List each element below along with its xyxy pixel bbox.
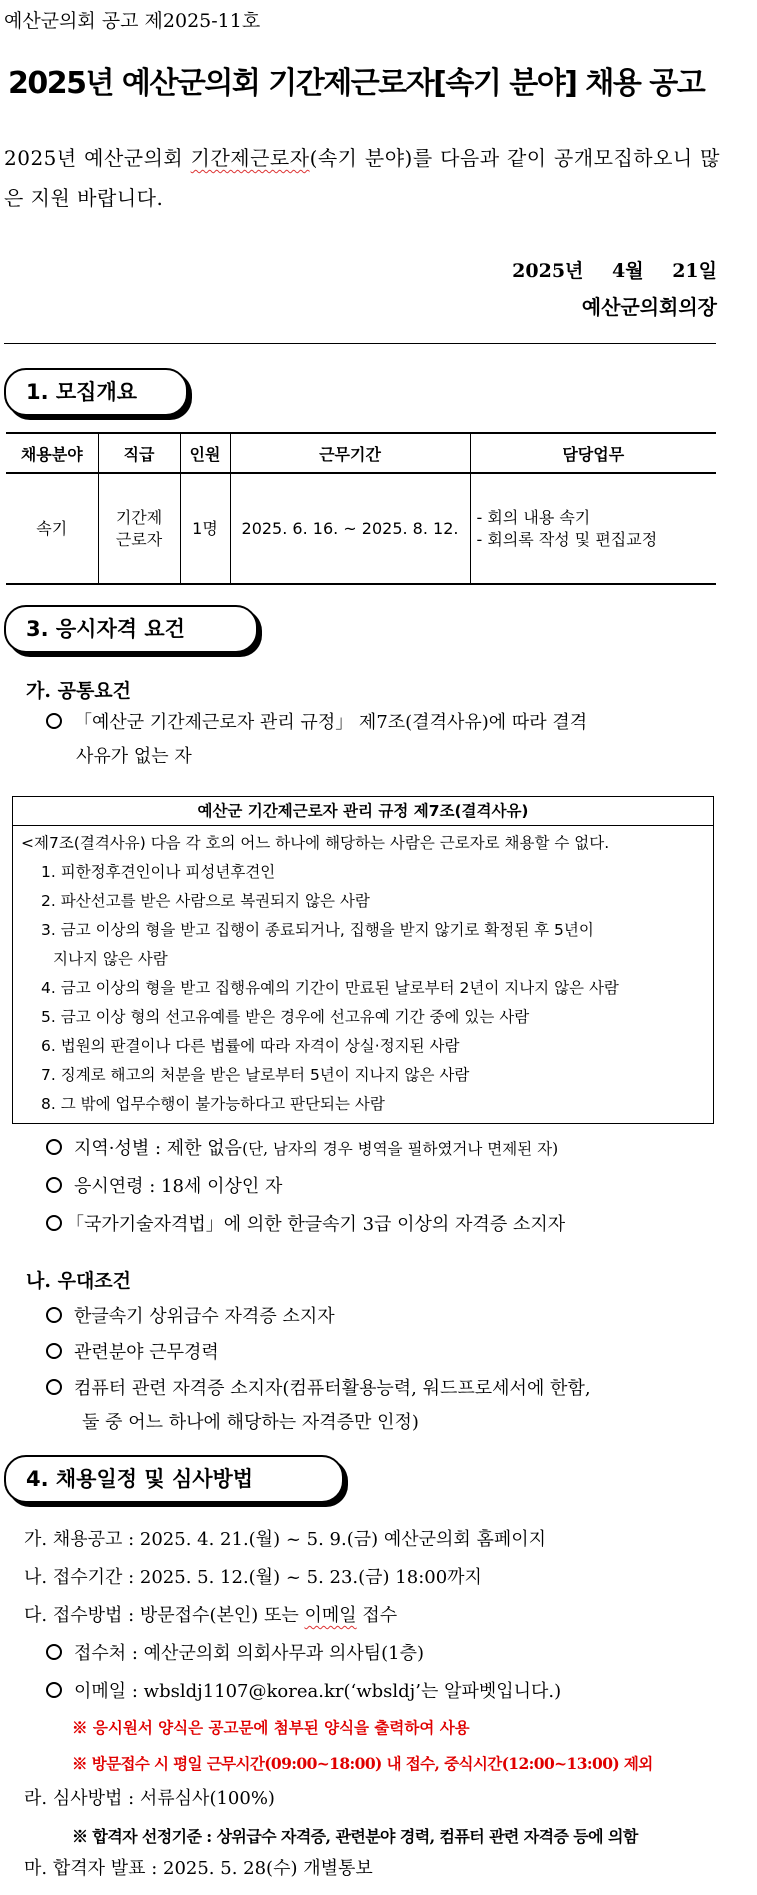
common-heading: 가. 공통요건 — [26, 680, 131, 702]
pref-heading: 나. 우대조건 — [26, 1270, 131, 1292]
region-gender: 지역·성별 : 제한 없음(단, 남자의 경우 병역을 필하였거나 면제된 자) — [46, 1132, 726, 1166]
cell-count: 1명 — [180, 473, 230, 584]
red-note-hours: ※ 방문접수 시 평일 근무시간(09:00~18:00) 내 접수, 중식시간(12:00~13:00) 제외 — [72, 1754, 653, 1773]
list-item: 5. 금고 이상 형의 선고유예를 받은 경우에 선고유예 기간 중에 있는 사람 — [41, 1008, 530, 1026]
receipt-email: 이메일 : wbsldj1107@korea.kr(‘wbsldj’는 알파벳입니다.) — [46, 1675, 561, 1709]
common-item: 「예산군 기간제근로자 관리 규정」 제7조(결격사유)에 따라 결격 사유가 없는 자 — [46, 706, 716, 774]
bullet-icon — [46, 1307, 62, 1323]
col-field: 채용분야 — [6, 433, 98, 473]
bullet-icon — [46, 1644, 62, 1660]
review-method: 라. 심사방법 : 서류심사(100%) — [24, 1788, 275, 1809]
list-item: 2. 파산선고를 받은 사람으로 복권되지 않은 사람 — [41, 892, 370, 910]
pref-item: 관련분야 근무경력 — [46, 1336, 219, 1370]
list-item: 6. 법원의 판결이나 다른 법률에 따라 자격이 상실·정지된 사람 — [41, 1037, 460, 1055]
cell-duty: - 회의 내용 속기 - 회의록 작성 및 편집교정 — [470, 473, 716, 584]
box-intro: <제7조(결격사유) 다음 각 호의 어느 하나에 해당하는 사람은 근로자로 채용할 수 없다. — [21, 834, 610, 852]
age-requirement: 응시연령 : 18세 이상인 자 — [46, 1170, 282, 1204]
col-duty: 담당업무 — [470, 433, 716, 473]
notice-number: 예산군의회 공고 제2025-11호 — [4, 10, 261, 32]
col-period: 근무기간 — [230, 433, 470, 473]
list-item: 8. 그 밖에 업무수행이 불가능하다고 판단되는 사람 — [41, 1095, 385, 1113]
intro-paragraph: 2025년 예산군의회 기간제근로자(속기 분야)를 다음과 같이 공개모집하오니 많은 지원 바랍니다. — [4, 146, 720, 210]
section3-title: 3. 응시자격 요건 — [4, 605, 258, 653]
bullet-icon — [46, 1682, 62, 1698]
divider — [4, 343, 716, 344]
box-title: 예산군 기간제근로자 관리 규정 제7조(결격사유) — [13, 797, 713, 826]
schedule-method: 다. 접수방법 : 방문접수(본인) 또는 이메일 접수 — [24, 1605, 398, 1626]
cell-period: 2025. 6. 16. ~ 2025. 8. 12. — [230, 473, 470, 584]
bullet-icon — [46, 1177, 62, 1193]
table-header-row — [6, 433, 716, 473]
criteria-note: ※ 합격자 선정기준 : 상위급수 자격증, 관련분야 경력, 컴퓨터 관련 자격증 등에 의함 — [72, 1827, 638, 1846]
cert-requirement: 「국가기술자격법」에 의한 한글속기 3급 이상의 자격증 소지자 — [46, 1208, 565, 1242]
cell-field: 속기 — [6, 473, 98, 584]
pref-item: 컴퓨터 관련 자격증 소지자(컴퓨터활용능력, 워드프로세서에 한함, 둘 중 어느 하나에 해당하는 자격증만 인정) — [46, 1372, 726, 1440]
bullet-icon — [46, 1379, 62, 1395]
col-rank: 직급 — [98, 433, 180, 473]
recruit-table — [6, 432, 716, 585]
signer: 예산군의회의장 — [581, 295, 717, 319]
list-item: 4. 금고 이상의 형을 받고 집행유예의 기간이 만료된 날로부터 2년이 지나지 않은 사람 — [41, 979, 619, 997]
pref-item: 한글속기 상위급수 자격증 소지자 — [46, 1300, 335, 1334]
bullet-icon — [46, 1343, 62, 1359]
schedule-announce: 가. 채용공고 : 2025. 4. 21.(월) ~ 5. 9.(금) 예산군의회 홈페이지 — [24, 1529, 547, 1550]
cell-rank: 기간제 근로자 — [98, 473, 180, 584]
col-count: 인원 — [180, 433, 230, 473]
notice-date: 2025년 4월 21일 — [512, 260, 717, 282]
regulation-box — [12, 796, 714, 1124]
red-note-form: ※ 응시원서 양식은 공고문에 첨부된 양식을 출력하여 사용 — [72, 1718, 470, 1737]
list-item-cont: 지나지 않은 사람 — [53, 950, 168, 968]
section4-title: 4. 채용일정 및 심사방법 — [4, 1455, 344, 1503]
intro-highlight: 기간제근로자 — [190, 146, 310, 170]
bullet-icon — [46, 713, 62, 729]
list-item: 3. 금고 이상의 형을 받고 집행이 종료되거나, 집행을 받지 않기로 확정된 후 5년이 — [41, 921, 594, 939]
result-announce: 마. 합격자 발표 : 2025. 5. 28(수) 개별통보 — [24, 1858, 373, 1879]
list-item: 7. 징계로 해고의 처분을 받은 날로부터 5년이 지나지 않은 사람 — [41, 1066, 470, 1084]
page-title: 2025년 예산군의회 기간제근로자[속기 분야] 채용 공고 — [8, 66, 705, 101]
receipt-place: 접수처 : 예산군의회 의회사무과 의사팀(1층) — [46, 1637, 424, 1671]
section1-title: 1. 모집개요 — [4, 368, 188, 416]
bullet-icon — [46, 1139, 62, 1155]
bullet-icon — [46, 1215, 62, 1231]
list-item: 1. 피한정후견인이나 피성년후견인 — [41, 863, 276, 881]
schedule-period: 나. 접수기간 : 2025. 5. 12.(월) ~ 5. 23.(금) 18:00까지 — [24, 1567, 482, 1588]
table-row — [6, 473, 716, 584]
